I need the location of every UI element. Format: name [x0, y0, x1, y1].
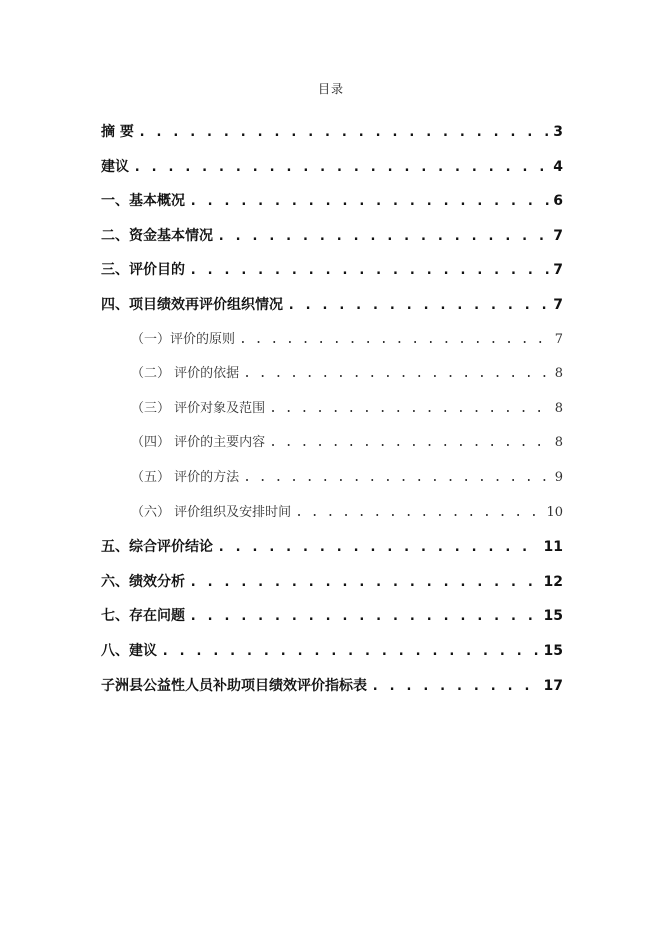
toc-entry[interactable] [101, 362, 563, 397]
toc-entry-label: 七、存在问题 [101, 608, 185, 625]
toc-entry[interactable] [101, 501, 563, 536]
toc-entry[interactable] [101, 224, 563, 259]
toc-entry[interactable] [101, 120, 563, 155]
toc-leader-dots [295, 501, 542, 525]
toc-entry-label: （四） 评价的主要内容 [131, 435, 266, 451]
toc-entry-label: 八、建议 [101, 642, 157, 659]
toc-leader-dots [189, 570, 540, 594]
toc-entry-label: 五、综合评价结论 [101, 539, 213, 556]
toc-entry-page: 7 [553, 296, 563, 313]
toc-entry-page: 8 [554, 366, 563, 382]
toc-leader-dots [217, 535, 540, 559]
toc-entry-label: 子洲县公益性人员补助项目绩效评价指标表 [101, 677, 367, 694]
toc-leader-dots [189, 604, 540, 628]
toc-entry-label: 六、绩效分析 [101, 573, 185, 590]
toc-entry-page: 12 [543, 573, 563, 590]
toc-entry-page: 6 [553, 193, 563, 210]
toc-title: 目录 [317, 82, 344, 96]
toc-entry-label: 四、项目绩效再评价组织情况 [101, 296, 283, 313]
toc-leader-dots [189, 189, 549, 213]
toc-entry[interactable] [101, 639, 563, 674]
toc-entry-label: 建议 [101, 158, 129, 175]
toc-entry-label: 二、资金基本情况 [101, 227, 213, 244]
toc-entry[interactable] [101, 155, 563, 190]
toc-entry-page: 3 [553, 124, 563, 140]
toc-entry[interactable] [101, 535, 563, 570]
toc-leader-dots [371, 674, 540, 698]
toc-leader-dots [269, 397, 549, 421]
toc-entry[interactable] [101, 604, 563, 639]
toc-entry-page: 17 [543, 677, 563, 694]
toc-leader-dots [269, 431, 549, 455]
toc-entry[interactable] [101, 674, 563, 709]
toc-entry[interactable] [101, 328, 563, 363]
toc-entry-page: 8 [554, 435, 563, 451]
toc-entry-label: （三） 评价对象及范围 [131, 400, 266, 416]
toc-entry-label: （六） 评价组织及安排时间 [131, 504, 292, 520]
toc-leader-dots [239, 328, 549, 352]
toc-entry-page: 15 [543, 608, 563, 625]
toc-entry-label: 一、基本概况 [101, 193, 185, 210]
toc-leader-dots [217, 224, 549, 248]
toc-entry[interactable] [101, 397, 563, 432]
toc-entry[interactable] [101, 189, 563, 224]
toc-entry[interactable] [101, 570, 563, 605]
toc-entry[interactable] [101, 466, 563, 501]
toc-leader-dots [133, 155, 549, 179]
toc-leader-dots [189, 258, 549, 282]
toc-leader-dots [287, 293, 549, 317]
toc-entry[interactable] [101, 431, 563, 466]
toc-entry[interactable] [101, 293, 563, 328]
toc-entry[interactable] [101, 258, 563, 293]
toc-entry-page: 10 [546, 504, 563, 520]
toc-leader-dots [138, 120, 549, 144]
toc-leader-dots [243, 362, 549, 386]
toc-entry-label: （一）评价的原则 [131, 331, 236, 347]
toc-entry-page: 4 [553, 158, 563, 175]
toc-entry-label: 三、评价目的 [101, 262, 185, 279]
toc-entry-page: 15 [543, 642, 563, 659]
toc-entry-page: 11 [543, 539, 563, 556]
toc-entry-page: 7 [553, 262, 563, 279]
toc-entry-label: 摘 要 [101, 124, 134, 140]
toc-entry-page: 9 [554, 469, 563, 485]
toc-leader-dots [243, 466, 549, 490]
toc-entry-page: 8 [554, 400, 563, 416]
table-of-contents [101, 120, 563, 708]
toc-entry-page: 7 [554, 331, 563, 347]
toc-leader-dots [161, 639, 540, 663]
toc-entry-label: （二） 评价的依据 [131, 366, 240, 382]
toc-entry-label: （五） 评价的方法 [131, 469, 240, 485]
toc-entry-page: 7 [553, 227, 563, 244]
